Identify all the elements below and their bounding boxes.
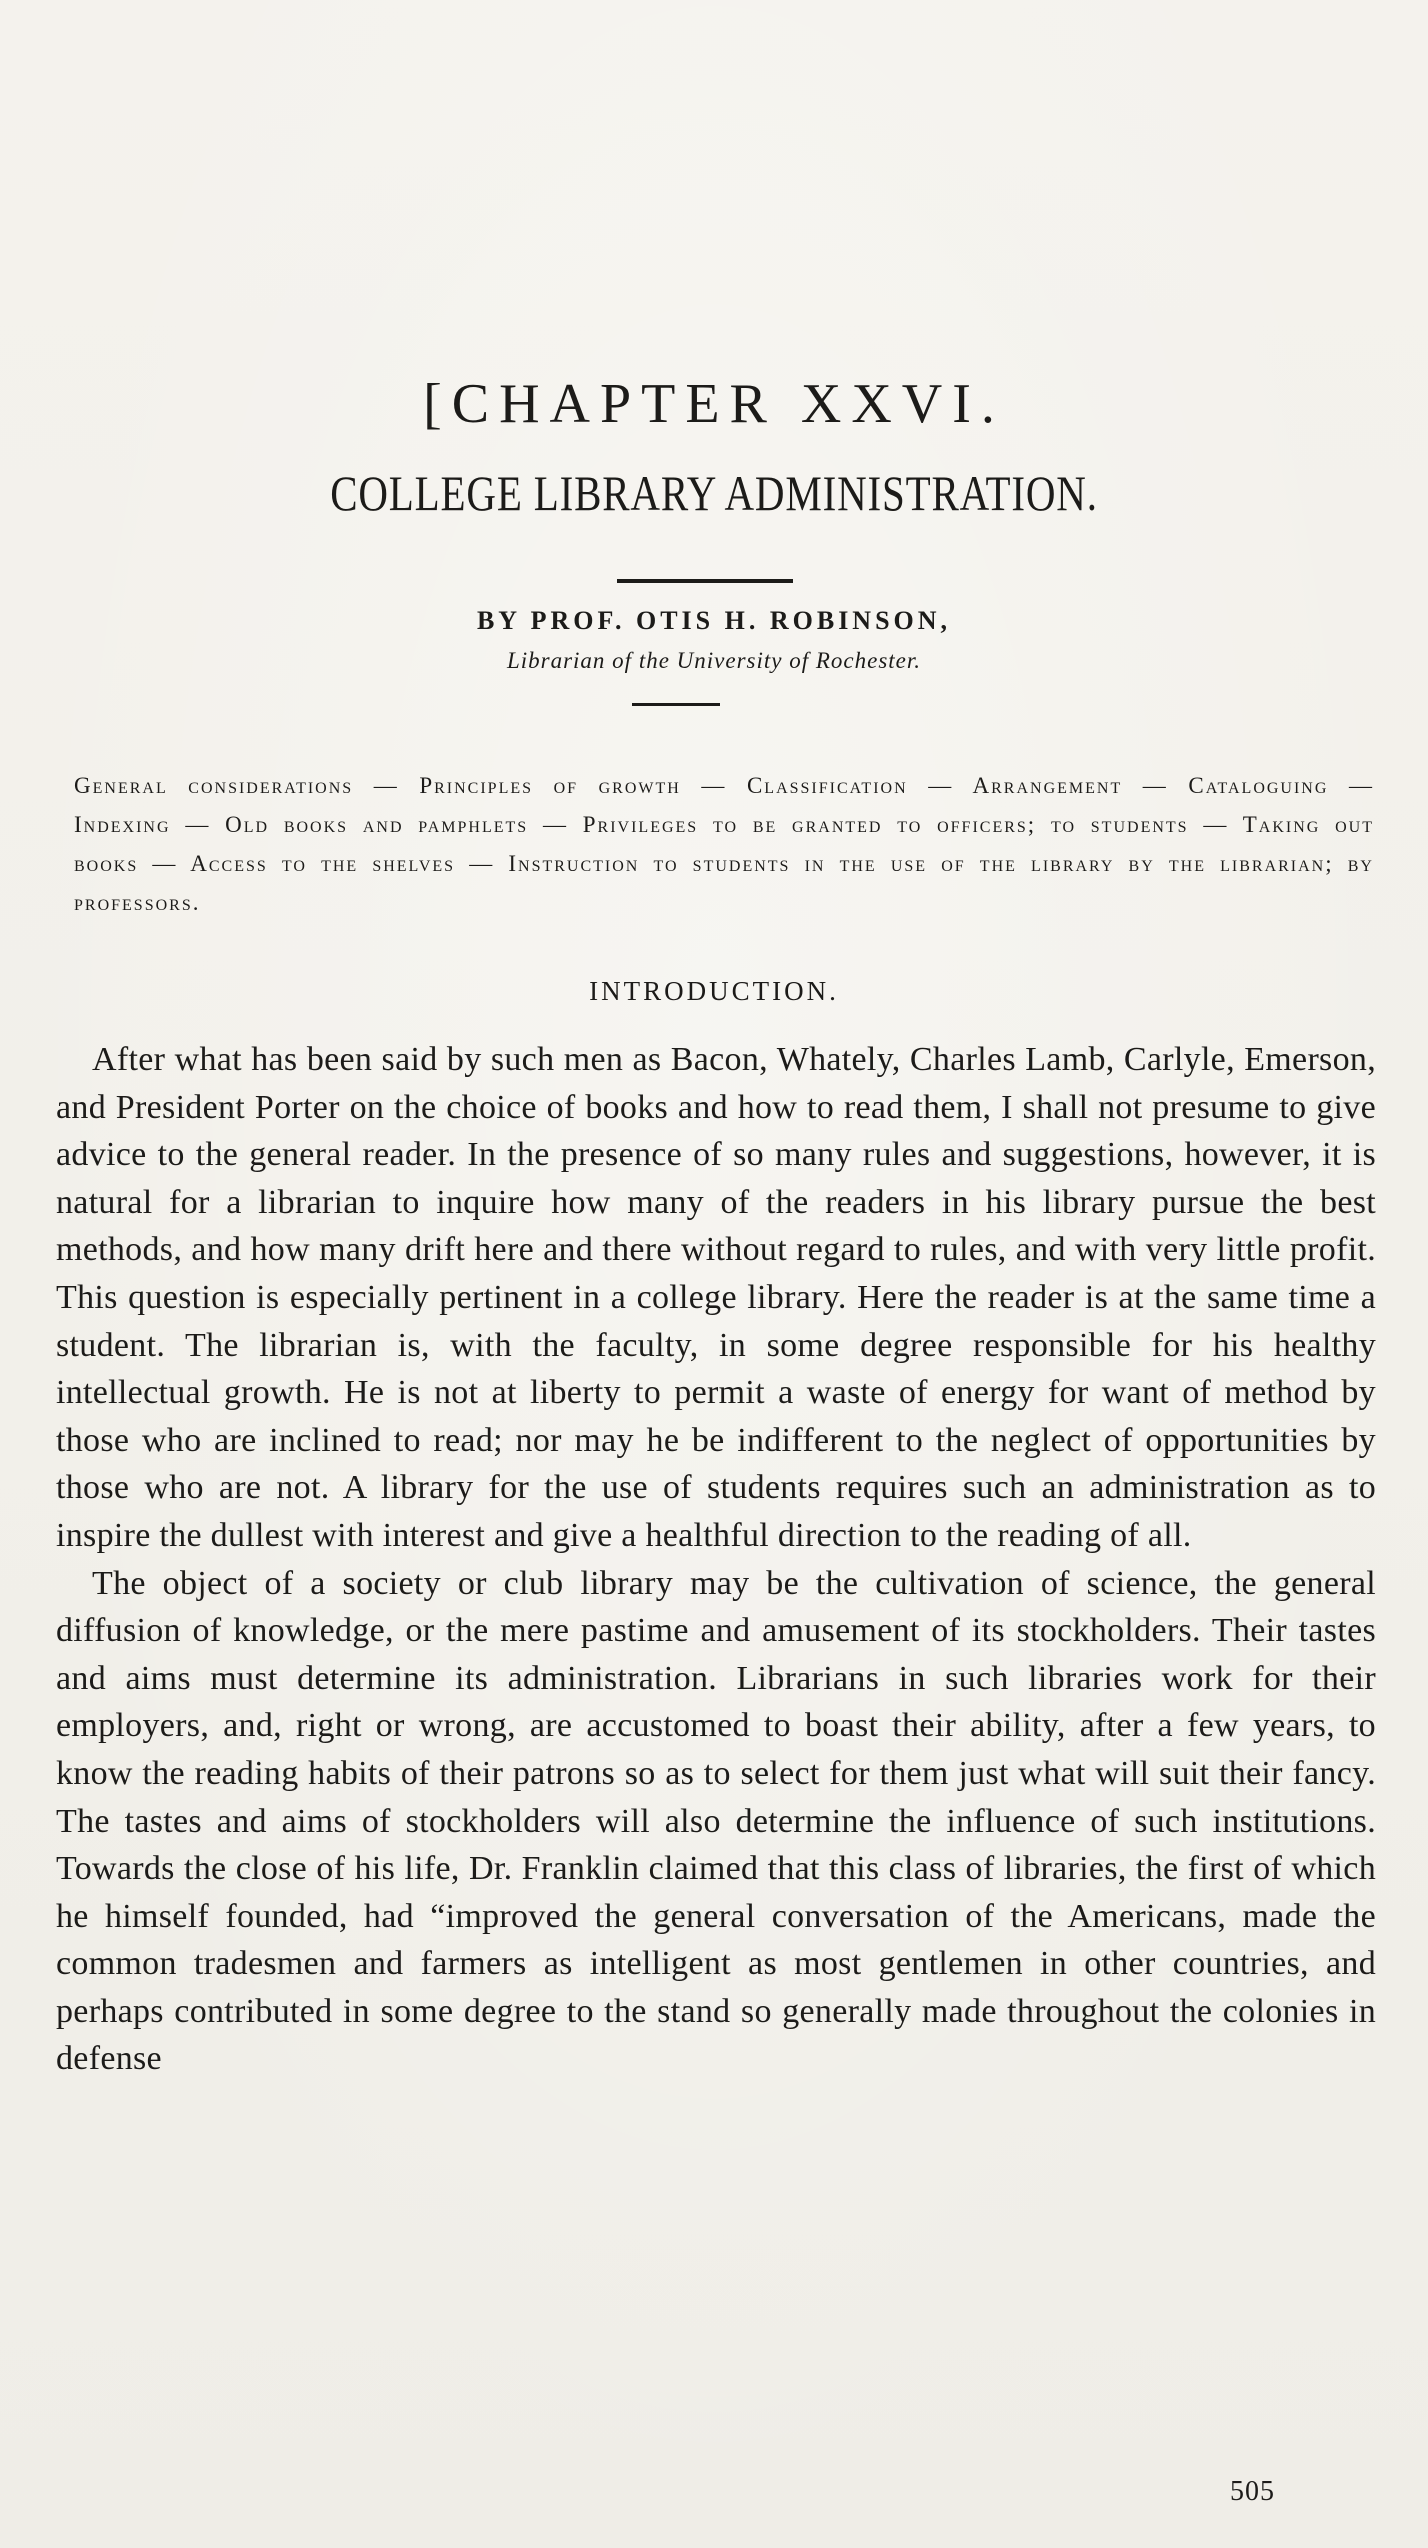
paragraph-2: The object of a society or club library may be the cultivation of science, the general diffusion of knowledge, or the mere pastime and amusement of its stockholders. Their tastes and aims must determine its administration. Librarians in such libraries work for their employers, and, right or wrong, are accustomed to boast their ability, after a few years, to know the reading habits of their patrons so as to select for them just what will suit their fancy. The tastes and aims of stockholders will also determine the influence of such institutions. Towards the close of his life, Dr. Franklin claimed that this class of libraries, the first of which he himself founded, had “improved the general conversation of the Americans, made the common tradesmen and farmers as intelligent as most gentlemen in other countries, and perhaps contributed in some degree to the stand so generally made throughout the colonies in defense [56, 1564, 1376, 2078]
paragraph-1: After what has been said by such men as Bacon, Whately, Charles Lamb, Carlyle, Emerson, and President Porter on the choice of books and how to read them, I shall not presume to give advice to the general reader. In the presence of so many rules and suggestions, however, it is natural for a librarian to inquire how many of the readers in his library pursue the best methods, and how many drift here and there without regard to rules, and with very little profit. This question is especially pertinent in a college library. Here the reader is at the same time a student. The librarian is, with the faculty, in some degree responsible for his healthy intellectual growth. He is not at liberty to permit a waste of energy for want of method by those who are inclined to read; nor may he be indifferent to the neglect of opportunities by those who are not. A library for the use of students requires such an administration as to inspire the dullest with interest and give a healthful direction to the reading of all. [56, 1041, 1376, 1554]
bottom-divider [632, 703, 720, 706]
chapter-title: COLLEGE LIBRARY ADMINISTRATION. [330, 465, 1098, 521]
top-divider [617, 579, 793, 583]
chapter-number: [CHAPTER XXVI. [423, 373, 1005, 435]
page-number: 505 [1230, 2476, 1275, 2507]
body-text [56, 1036, 1376, 2083]
author-role: Librarian of the University of Rochester. [506, 648, 922, 673]
author-line: BY PROF. OTIS H. ROBINSON, [476, 606, 952, 635]
introduction-heading: INTRODUCTION. [589, 976, 839, 1006]
chapter-synopsis: General considerations — Principles of growth — Classification — Arrangement — Cataloguing — Indexing — Old books and pamphlets — Privileges to be granted to officers; to students — Taking out books — Access to the shelves — Instruction to students in the use of the library by the librarian; by professors. [74, 773, 1374, 915]
